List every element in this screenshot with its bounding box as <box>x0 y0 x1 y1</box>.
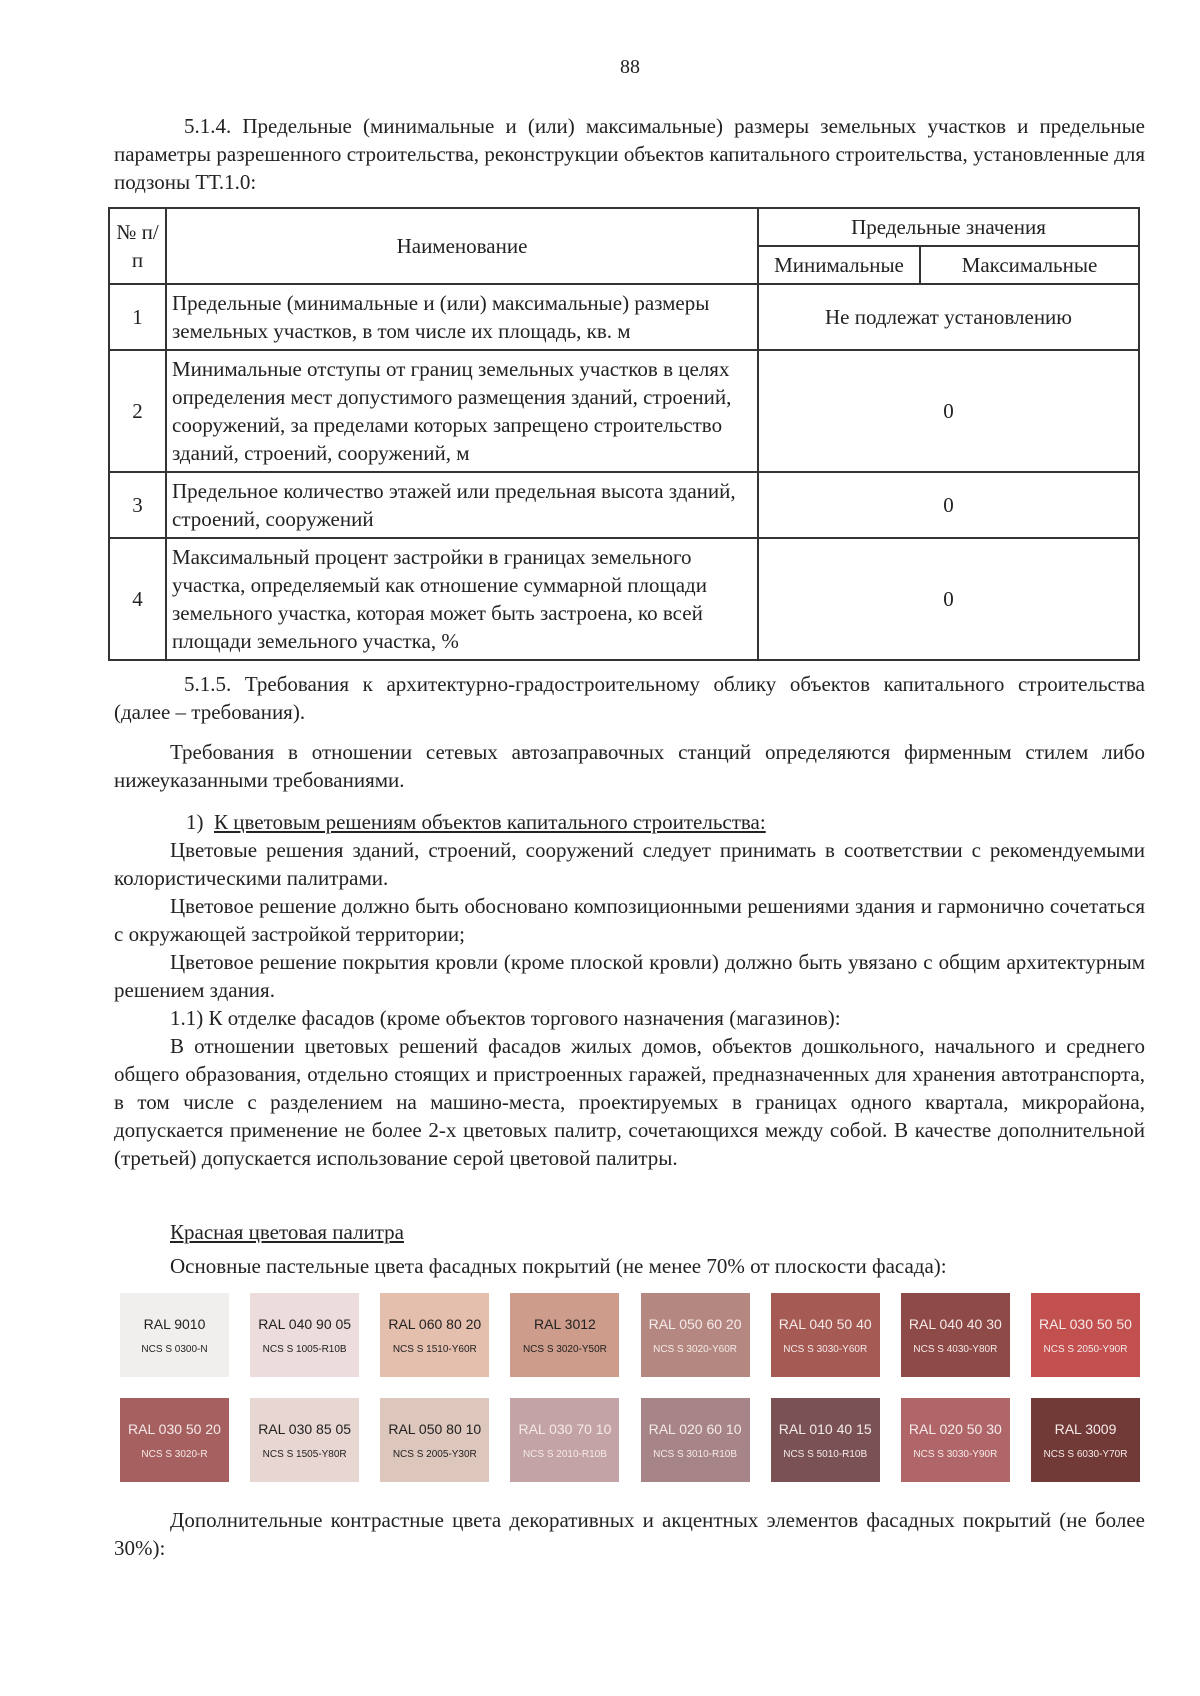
item-1-heading <box>114 808 1145 836</box>
paragraph-color-2: Цветовое решение должно быть обосновано композиционными решениями здания и гармонично сочетаться с окружающей застройкой территории; <box>114 894 1145 946</box>
color-swatch: RAL 060 80 20 NCS S 1510-Y60R <box>380 1293 489 1377</box>
limits-table <box>108 207 1140 661</box>
color-swatch: RAL 030 50 50 NCS S 2050-Y90R <box>1031 1293 1140 1377</box>
color-swatch: RAL 030 70 10 NCS S 2010-R10B <box>510 1398 619 1482</box>
color-swatch: RAL 040 90 05 NCS S 1005-R10B <box>250 1293 359 1377</box>
paragraph-color-3: Цветовое решение покрытия кровли (кроме плоской кровли) должно быть увязано с общим архитектурным решением здания. <box>114 950 1145 1002</box>
paragraph-color-1: Цветовые решения зданий, строений, сооружений следует принимать в соответствии с рекомендуемыми колористическими палитрами. <box>114 838 1145 890</box>
color-swatch: RAL 3012 NCS S 3020-Y50R <box>510 1293 619 1377</box>
row-number: 3 <box>109 472 166 538</box>
row-name: Максимальный процент застройки в границах земельного участка, определяемый как отношение суммарной площади земельного участка, которая может быть застроена, ко всей площади земельного участка, % <box>166 538 758 660</box>
row-number: 1 <box>109 284 166 350</box>
row-value: 0 <box>758 538 1139 660</box>
palette-title: Красная цветовая палитра <box>170 1220 404 1244</box>
palette-extra-caption: Дополнительные контрастные цвета декоративных и акцентных элементов фасадных покрытий (не более 30%): <box>114 1508 1145 1560</box>
color-swatch: RAL 020 60 10 NCS S 3010-R10B <box>641 1398 750 1482</box>
section-5-1-5: 5.1.5. Требования к архитектурно-градостроительному облику объектов капитального строительства (далее – требования). <box>114 672 1145 724</box>
section-5-1-4-intro: 5.1.4. Предельные (минимальные и (или) максимальные) размеры земельных участков и предельные параметры разрешенного строительства, реконструкции объектов капитального строительства, установленные для подзоны ТТ.1.0: <box>114 114 1145 194</box>
row-value: 0 <box>758 472 1139 538</box>
table-row <box>109 350 1139 472</box>
item-1-1-heading: 1.1) К отделке фасадов (кроме объектов торгового назначения (магазинов): <box>170 1006 841 1030</box>
table-row <box>109 472 1139 538</box>
color-swatch: RAL 030 50 20 NCS S 3020-R <box>120 1398 229 1482</box>
palette-main-caption: Основные пастельные цвета фасадных покрытий (не менее 70% от плоскости фасада): <box>170 1254 947 1278</box>
row-number: 2 <box>109 350 166 472</box>
paragraph-facades: В отношении цветовых решений фасадов жилых домов, объектов дошкольного, начального и среднего общего образования, отдельно стоящих и пристроенных гаражей, предназначенных для хранения автотранспорта, в том числе с разделением на машино-места, проектируемых в границах одного квартала, микрорайона, допускается применение не более 2-х цветовых палитр, сочетающихся между собой. В качестве дополнительной (третьей) допускается использование серой цветовой палитры. <box>114 1034 1145 1170</box>
row-name: Предельные (минимальные и (или) максимальные) размеры земельных участков, в том числе их площадь, кв. м <box>166 284 758 350</box>
color-swatch: RAL 050 60 20 NCS S 3020-Y60R <box>641 1293 750 1377</box>
swatch-row-1 <box>120 1293 1140 1377</box>
table-row <box>109 284 1139 350</box>
header-max: Максимальные <box>920 246 1139 284</box>
paragraph-gas-stations: Требования в отношении сетевых автозаправочных станций определяются фирменным стилем либо нижеуказанными требованиями. <box>114 740 1145 792</box>
color-swatch: RAL 030 85 05 NCS S 1505-Y80R <box>250 1398 359 1482</box>
header-limits: Предельные значения <box>758 208 1139 246</box>
page-number: 88 <box>620 56 640 78</box>
header-name: Наименование <box>166 208 758 284</box>
row-name: Минимальные отступы от границ земельных участков в целях определения мест допустимого размещения зданий, строений, сооружений, за пределами которых запрещено строительство зданий, строений, сооружений, м <box>166 350 758 472</box>
color-swatch: RAL 9010 NCS S 0300-N <box>120 1293 229 1377</box>
row-value: 0 <box>758 350 1139 472</box>
color-swatch: RAL 040 40 30 NCS S 4030-Y80R <box>901 1293 1010 1377</box>
color-swatch: RAL 020 50 30 NCS S 3030-Y90R <box>901 1398 1010 1482</box>
table-row <box>109 538 1139 660</box>
header-min: Минимальные <box>758 246 920 284</box>
row-value: Не подлежат установлению <box>758 284 1139 350</box>
item-1-title: К цветовым решениям объектов капитального строительства: <box>214 810 766 834</box>
color-swatch: RAL 010 40 15 NCS S 5010-R10B <box>771 1398 880 1482</box>
color-swatch: RAL 3009 NCS S 6030-Y70R <box>1031 1398 1140 1482</box>
row-number: 4 <box>109 538 166 660</box>
swatch-row-2 <box>120 1398 1140 1482</box>
color-swatch: RAL 040 50 40 NCS S 3030-Y60R <box>771 1293 880 1377</box>
header-number: № п/п <box>109 208 166 284</box>
color-swatch: RAL 050 80 10 NCS S 2005-Y30R <box>380 1398 489 1482</box>
row-name: Предельное количество этажей или предельная высота зданий, строений, сооружений <box>166 472 758 538</box>
item-1-number: 1) <box>186 810 204 834</box>
